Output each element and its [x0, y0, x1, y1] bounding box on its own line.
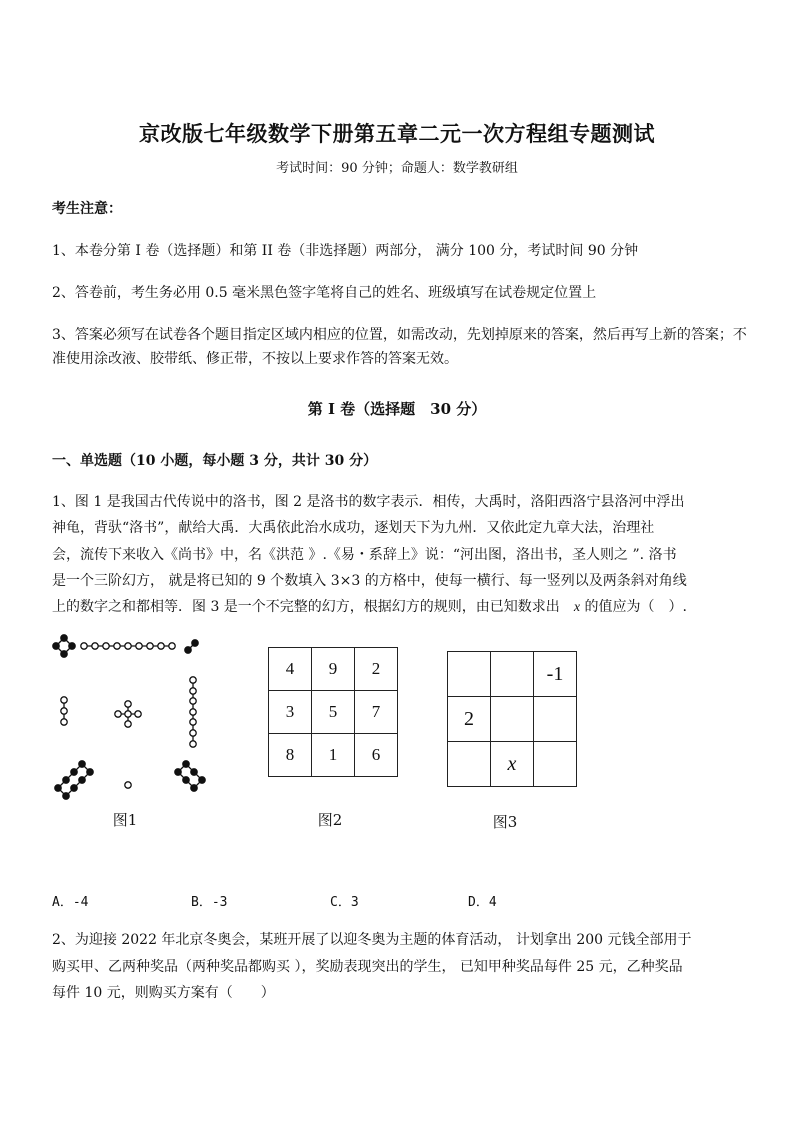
fig3-cell-x: x [491, 742, 534, 787]
q1-option-d[interactable]: D．4 [468, 895, 497, 910]
fig2-cell: 6 [355, 734, 398, 777]
fig3-cell [448, 652, 491, 697]
fig2-cell: 2 [355, 648, 398, 691]
luoshu-six-black [175, 761, 205, 791]
q1-line-4: 是一个三阶幻方， 就是将已知的 9 个数填入 3×3 的方格中，使每一横行、每一竖列以及两条斜对角线 [52, 573, 687, 589]
fig3-cell [491, 697, 534, 742]
notice-heading: 考生注意： [52, 201, 122, 217]
fig2-cell: 5 [312, 691, 355, 734]
page-title: 京改版七年级数学下册第五章二元一次方程组专题测试 [139, 121, 655, 146]
fig2-cell: 3 [269, 691, 312, 734]
fig3-cell [534, 742, 577, 787]
notice-item-1: 1、本卷分第 I 卷（选择题）和第 II 卷（非选择题）两部分， 满分 100 分，考试时间 90 分钟 [52, 243, 639, 259]
q1-line-5-after: 的值应为（ ）. [580, 599, 687, 615]
notice-item-2: 2、答卷前，考生务必用 0.5 毫米黑色签字笔将自己的姓名、班级填写在试卷规定位置上 [52, 285, 597, 301]
part1-title: 第 I 卷（选择题 30 分） [307, 400, 487, 418]
q2-line-2: 购买甲、乙两种奖品（两种奖品都购买 ），奖励表现突出的学生， 已知甲种奖品每件 25 元，乙种奖品 [52, 959, 683, 975]
luoshu-nine-white [81, 643, 175, 649]
magic-square-complete [268, 647, 398, 777]
luoshu-five-white [115, 701, 141, 727]
figure-1-label: 图1 [112, 811, 138, 829]
fig3-cell: -1 [534, 652, 577, 697]
figure-2-label: 图2 [317, 811, 343, 829]
notice-item-3: 3、答案必须写在试卷各个题目指定区域内相应的位置，如需改动，先划掉原来的答案，然后再写上新的答案；不准使用涂改液、胶带纸、修正带，不按以上要求作答的答案无效。 [52, 327, 747, 367]
luoshu-eight-black [55, 761, 93, 799]
fig3-cell [534, 697, 577, 742]
exam-subtitle: 考试时间：90 分钟；命题人：数学教研组 [276, 161, 518, 176]
q2-line-3: 每件 10 元，则购买方案有（ ） [52, 985, 275, 1001]
q1-line-2: 神龟，背驮“洛书”，献给大禹．大禹依此治水成功，逐划天下为九州．又依此定九章大法，治理社 [52, 520, 655, 536]
q2-line-1: 2、为迎接 2022 年北京冬奥会，某班开展了以迎冬奥为主题的体育活动， 计划拿出 200 元钱全部用于 [52, 932, 692, 948]
luoshu-two-black [185, 640, 198, 653]
luoshu-seven-white [190, 677, 196, 747]
figure-3-label: 图3 [492, 813, 518, 831]
luoshu-four-black [53, 635, 75, 657]
q1-variable-x: x [573, 600, 581, 615]
luoshu-one-white [125, 782, 131, 788]
q1-line-5 [52, 595, 687, 620]
q1-line-5-before: 上的数字之和都相等．图 3 是一个不完整的幻方，根据幻方的规则，由已知数求出 [52, 599, 574, 615]
magic-square-incomplete [447, 651, 577, 787]
fig2-cell: 8 [269, 734, 312, 777]
q1-option-a[interactable]: A．-4 [52, 895, 89, 910]
q1-line-1: 1、图 1 是我国古代传说中的洛书，图 2 是洛书的数字表示．相传，大禹时，洛阳西洛宁县洛河中浮出 [52, 494, 685, 510]
fig2-cell: 1 [312, 734, 355, 777]
fig3-cell: 2 [448, 697, 491, 742]
fig2-cell: 4 [269, 648, 312, 691]
fig2-cell: 9 [312, 648, 355, 691]
q1-option-b[interactable]: B．-3 [191, 895, 228, 910]
section-heading: 一、单选题（10 小题，每小题 3 分，共计 30 分） [52, 453, 378, 469]
luoshu-three-white [61, 697, 67, 725]
q1-option-c[interactable]: C．3 [330, 895, 359, 910]
fig3-cell [448, 742, 491, 787]
fig3-cell [491, 652, 534, 697]
q1-line-3: 会，流传下来收入《尚书》中，名《洪范 》.《易・系辞上》说：“河出图，洛出书，圣人则之 ”. 洛书 [52, 547, 677, 563]
luoshu-figure [48, 630, 218, 800]
fig2-cell: 7 [355, 691, 398, 734]
